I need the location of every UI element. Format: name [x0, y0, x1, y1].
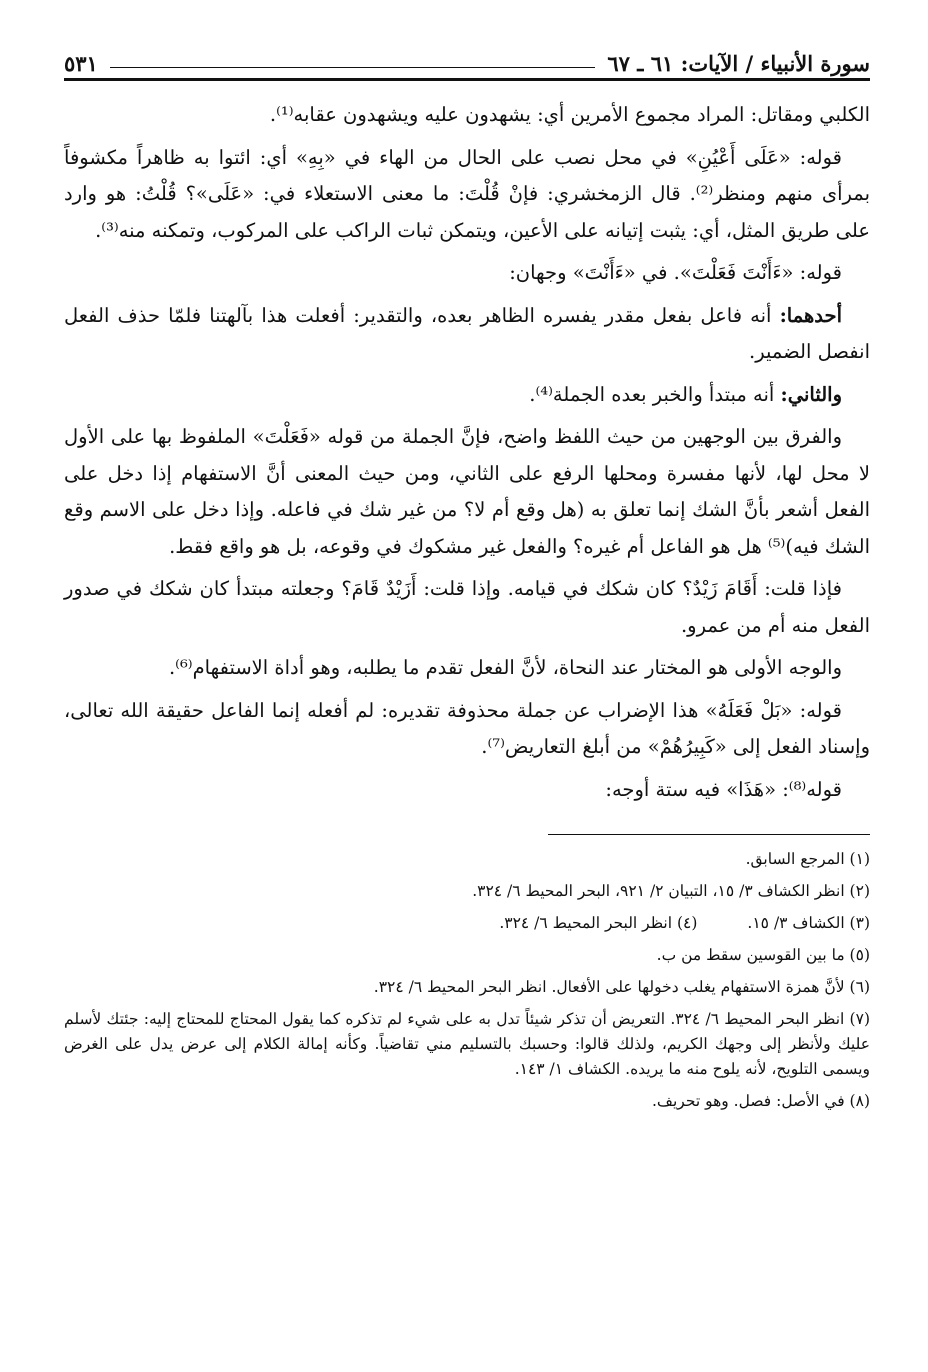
- book-page: [64, 40, 870, 1121]
- footnote: (٥) ما بين القوسين سقط من ب.: [656, 946, 870, 964]
- paragraph: الكلبي ومقاتل: المراد مجموع الأمرين أي: يشهدون عليه ويشهدون عقابه⁽¹⁾.: [269, 103, 870, 126]
- paragraph: والفرق بين الوجهين من حيث اللفظ واضح، فإنَّ الجملة من قوله «فَعَلْتَ» الملفوظ بها على الأول لا محل لها، لأنها مفسرة ومحلها الرفع على الثاني، ومن حيث المعنى أنَّ الاستفهام إذا دخل على الفعل أشعر بأنَّ الشك إنما تعلق به (هل وقع أم لا؟ من غير شك في فاعله. وإذا دخل على الاسم وقع الشك فيه)⁽⁵⁾ هل هو الفاعل أم غيره؟ والفعل غير مشكوك في وقوعه، بل هو واقع فقط.: [64, 425, 870, 558]
- paragraph: قوله⁽⁸⁾: «هَذَا» فيه ستة أوجه:: [605, 777, 842, 801]
- main-text: [64, 97, 870, 808]
- paragraph: قوله: «بَلْ فَعَلَهُ» هذا الإضراب عن جملة محذوفة تقديره: لم أفعله إنما الفاعل حقيقة الله تعالى، وإسناد الفعل إلى «كَبِيرُهُمْ» من أبلغ التعاريض⁽⁷⁾.: [64, 698, 870, 758]
- paragraph-text: أنه فاعل بفعل مقدر يفسره الظاهر بعده، والتقدير: أفعلت هذا بآلهتنا فلمّا حذف الفعل انفصل الضمير.: [64, 303, 870, 363]
- paragraph-lead-label: والثاني:: [780, 382, 842, 406]
- footnote-separator: [548, 834, 870, 835]
- paragraph: [64, 298, 870, 371]
- paragraph: والوجه الأولى هو المختار عند النحاة، لأنَّ الفعل تقدم ما يطلبه، وهو أداة الاستفهام⁽⁶⁾.: [168, 656, 842, 679]
- paragraph-lead-label: أحدهما:: [779, 303, 842, 327]
- footnote: (٨) في الأصل: فصل. وهو تحريف.: [651, 1092, 870, 1110]
- footnote-row: [64, 911, 870, 936]
- page-number: ٥٣١: [64, 51, 98, 76]
- footnote: (٣) الكشاف ٣/ ١٥.: [747, 914, 870, 932]
- paragraph: قوله: «عَلَى أَعْيُنِ» في محل نصب على الحال من الهاء في «بِهِ» أي: ائتوا به ظاهراً مكشوفاً بمرأى منهم ومنظر⁽²⁾. قال الزمخشري: فإنْ قُلْتَ: ما معنى الاستعلاء في: «عَلَى»؟ قُلْتُ: هو وارد على طريق المثل، أي: يثبت إتيانه على الأعين، ويتمكن ثبات الراكب على المركوب، وتمكنه منه⁽³⁾.: [64, 145, 871, 242]
- footnote: (٤) انظر البحر المحيط ٦/ ٣٢٤.: [499, 914, 698, 932]
- footnote: (٧) انظر البحر المحيط ٦/ ٣٢٤. التعريض أن تذكر شيئاً تدل به على شيء لم تذكره كما يقول المحتاج للمحتاج إليه: جئتك لأسلم عليك ولأنظر إلى وجهك الكريم، ولذلك قالوا: وحسبك بالتسليم مني تقاضياً. وكأنه إمالة الكلام إلى عرض يدل على الغرض ويسمى التلويح، لأنه يلوح منه ما يريده. الكشاف ١/ ١٤٣.: [64, 1010, 870, 1078]
- running-title: سورة الأنبياء / الآيات: ٦١ ـ ٦٧: [607, 51, 870, 76]
- paragraph-text: أنه مبتدأ والخبر بعده الجملة⁽⁴⁾.: [529, 382, 775, 406]
- paragraph: قوله: «ءَأَنْتَ فَعَلْتَ». في «ءَأَنْتَ» وجهان:: [509, 261, 842, 284]
- footnote: (٢) انظر الكشاف ٣/ ١٥، التبيان ٢/ ٩٢١، البحر المحيط ٦/ ٣٢٤.: [472, 882, 870, 900]
- paragraph: فإذا قلت: أَقَامَ زَيْدٌ؟ كان شكك في قيامه. وإذا قلت: أَزَيْدٌ قَامَ؟ وجعلته مبتدأ كان شكك في صدور الفعل منه أم من عمرو.: [64, 577, 870, 637]
- page-header: [64, 40, 870, 81]
- header-rule: [110, 67, 596, 68]
- footnote: (١) المرجع السابق.: [745, 850, 870, 868]
- footnote: (٦) لأنَّ همزة الاستفهام يغلب دخولها على الأفعال. انظر البحر المحيط ٦/ ٣٢٤.: [373, 978, 870, 996]
- footnotes: [64, 847, 870, 1114]
- paragraph: [64, 377, 870, 414]
